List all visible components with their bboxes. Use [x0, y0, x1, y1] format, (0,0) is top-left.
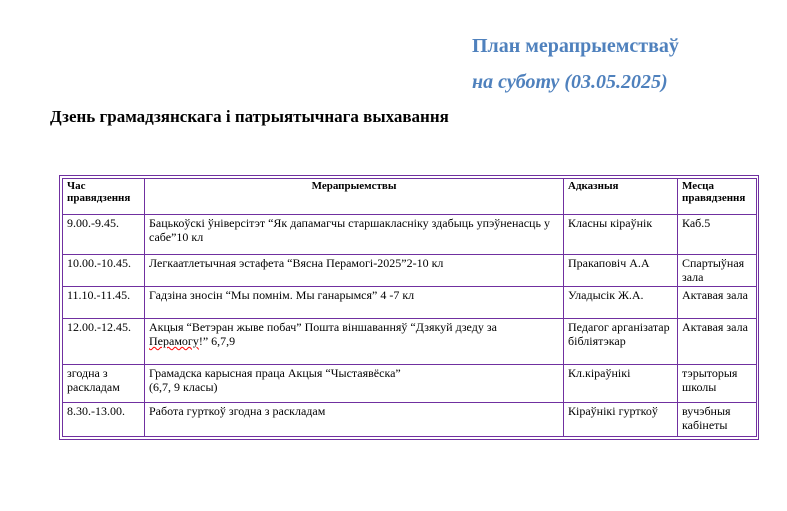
- cell-place: Актавая зала: [678, 319, 757, 365]
- day-heading: Дзень грамадзянскага і патрыятычнага выхавання: [50, 107, 449, 126]
- event-text-spellcheck: Перамогу: [149, 334, 199, 348]
- cell-place: тэрыторыя школы: [678, 365, 757, 403]
- cell-event: Работа гурткоў згодна з раскладам: [145, 403, 564, 437]
- cell-event: Гадзіна зносін “Мы помнім. Мы ганарымся” 4 -7 кл: [145, 287, 564, 319]
- cell-responsible: Кл.кіраўнікі: [564, 365, 678, 403]
- cell-responsible: Педагог арганізатар бібліятэкар: [564, 319, 678, 365]
- cell-time: 11.10.-11.45.: [63, 287, 145, 319]
- cell-event: [145, 365, 564, 403]
- cell-time: 10.00.-10.45.: [63, 255, 145, 287]
- event-line: Грамадска карысная праца Акцыя “Чыстаявёска”: [149, 366, 401, 380]
- column-header-events: Мерапрыемствы: [145, 179, 564, 215]
- event-text: !” 6,7,9: [198, 334, 236, 348]
- column-header-time: Час правядзення: [63, 179, 145, 215]
- column-header-place: Месца правядзення: [678, 179, 757, 215]
- cell-event: Легкаатлетычная эстафета “Вясна Перамогі-2025”2-10 кл: [145, 255, 564, 287]
- cell-responsible: Класны кіраўнік: [564, 215, 678, 255]
- table-row: [63, 365, 757, 403]
- cell-place: Актавая зала: [678, 287, 757, 319]
- column-header-responsible: Адказныя: [564, 179, 678, 215]
- cell-responsible: Кіраўнікі гурткоў: [564, 403, 678, 437]
- cell-responsible: Пракаповіч А.А: [564, 255, 678, 287]
- table-row: [63, 255, 757, 287]
- cell-time: 12.00.-12.45.: [63, 319, 145, 365]
- cell-responsible: Уладысік Ж.А.: [564, 287, 678, 319]
- cell-place: Спартыўная зала: [678, 255, 757, 287]
- schedule-table-frame: [59, 175, 759, 440]
- event-line: (6,7, 9 класы): [149, 380, 218, 394]
- plan-title: План мерапрыемстваў: [472, 35, 679, 57]
- table-header-row: [63, 179, 757, 215]
- table-row: [63, 215, 757, 255]
- cell-time: 9.00.-9.45.: [63, 215, 145, 255]
- table-row: [63, 403, 757, 437]
- cell-time: згодна з раскладам: [63, 365, 145, 403]
- cell-event: Бацькоўскі ўніверсітэт “Як дапамагчы старшакласніку здабыць упэўненасць у сабе”10 кл: [145, 215, 564, 255]
- table-row: [63, 287, 757, 319]
- event-text: Акцыя “Ветэран жыве побач” Пошта віншаванняў “Дзякуй дзеду за: [149, 320, 497, 334]
- cell-time: 8.30.-13.00.: [63, 403, 145, 437]
- cell-place: вучэбныя кабінеты: [678, 403, 757, 437]
- cell-event: [145, 319, 564, 365]
- schedule-table: [62, 178, 757, 437]
- cell-place: Каб.5: [678, 215, 757, 255]
- plan-date: на суботу (03.05.2025): [472, 71, 668, 93]
- table-row: [63, 319, 757, 365]
